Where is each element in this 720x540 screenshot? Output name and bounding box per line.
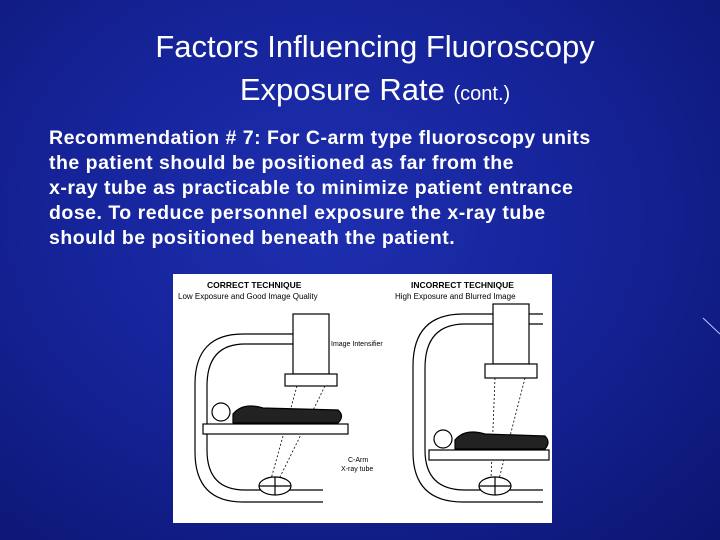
- body-line: x-ray tube as practicable to minimize patient entrance: [49, 177, 574, 199]
- label-image-intensifier: Image Intensifier: [331, 341, 383, 348]
- label-xray-tube: X-ray tube: [341, 466, 374, 473]
- left-heading: CORRECT TECHNIQUE: [207, 280, 302, 290]
- left-patient-head: [212, 403, 230, 421]
- slide-title-line1: Factors Influencing Fluoroscopy: [155, 29, 595, 64]
- right-image-intensifier: [493, 304, 529, 364]
- right-patient: [455, 432, 548, 449]
- body-line: should be positioned beneath the patient.: [49, 227, 456, 249]
- body-line: Recommendation # 7: For C-arm type fluoroscopy units: [49, 127, 591, 149]
- body-line: the patient should be positioned as far from the: [49, 152, 514, 174]
- slide-title-suffix: (cont.): [453, 83, 511, 105]
- left-image-intensifier: [293, 314, 329, 374]
- slide-title-line2: [0, 70, 720, 114]
- right-table: [429, 450, 549, 460]
- left-c-arm-diagram: [195, 314, 348, 502]
- right-subheading: High Exposure and Blurred Image: [395, 292, 516, 301]
- right-heading: INCORRECT TECHNIQUE: [411, 280, 514, 290]
- recommendation-text: [49, 126, 709, 251]
- label-c-arm: C-Arm: [348, 457, 369, 464]
- right-patient-head: [434, 430, 452, 448]
- right-c-arm-diagram: [413, 304, 549, 502]
- left-subheading: Low Exposure and Good Image Quality: [178, 292, 318, 301]
- left-table: [203, 424, 348, 434]
- body-line: dose. To reduce personnel exposure the x-ray tube: [49, 202, 546, 224]
- c-arm-technique-figure: [173, 274, 552, 523]
- left-patient: [233, 406, 342, 423]
- slide-title-main: Exposure Rate: [239, 72, 445, 107]
